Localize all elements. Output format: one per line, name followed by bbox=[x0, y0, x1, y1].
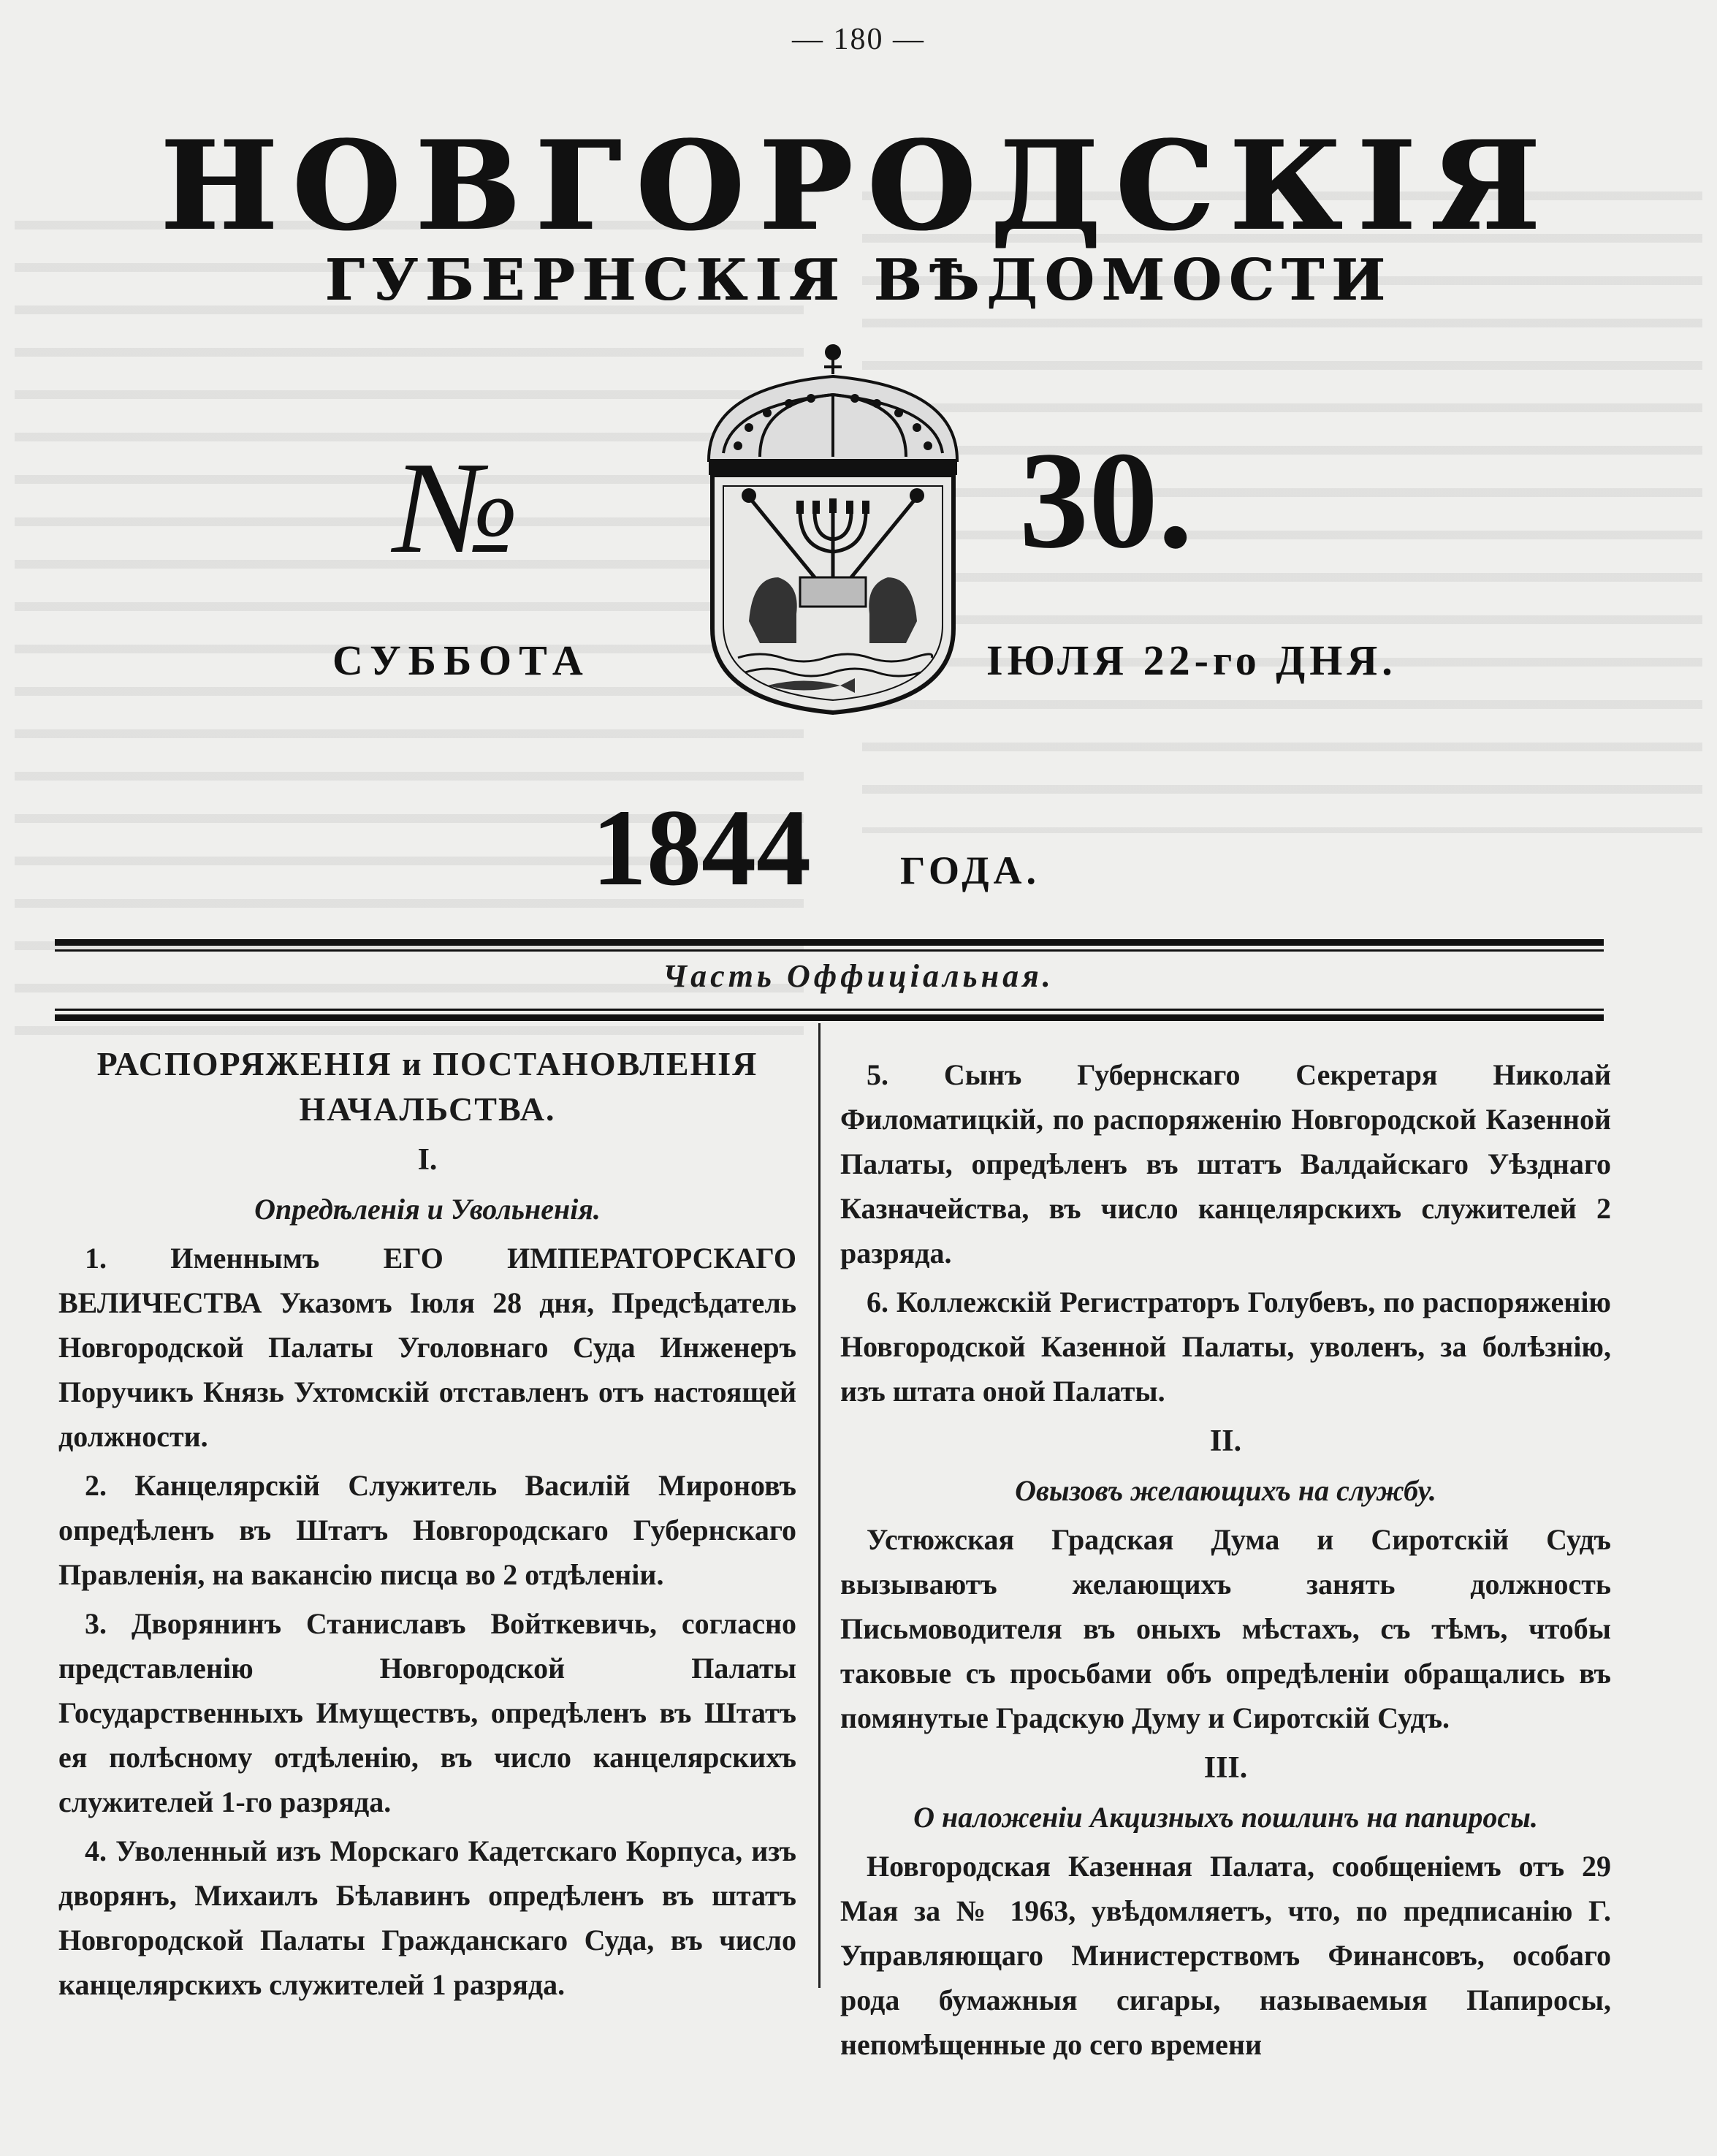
section-rule-thin bbox=[55, 1009, 1604, 1011]
weekday: СУББОТА bbox=[332, 637, 590, 684]
paragraph-6: 6. Коллежскій Регистраторъ Голубевъ, по распоряженію Новгородской Казенной Палаты, уволенъ, за болѣзнію, изъ штата оной Палаты. bbox=[840, 1286, 1611, 1408]
left-column bbox=[58, 1041, 796, 2011]
roman-numeral-2: II. bbox=[1209, 1424, 1242, 1458]
paragraph-5: 5. Сынъ Губернскаго Секретаря Николай Филоматицкій, по распоряженію Новгородской Казенной Палаты, опредѣленъ въ штатъ Валдайскаго Уѣзднаго Казначейства, въ число канцелярскихъ служителей 2 разряда. bbox=[840, 1058, 1611, 1269]
section-rule-thick bbox=[55, 1014, 1604, 1021]
paragraph-vacancy: Устюжская Градская Дума и Сиротскій Судъ вызываютъ желающихъ занять должность Письмоводителя въ оныхъ мѣстахъ, съ тѣмъ, чтобы таковые съ просьбами объ опредѣленіи обращались въ помянутые Градскую Думу и Сиротскій Судъ. bbox=[840, 1523, 1611, 1734]
section-label: Часть Оффиціальная. bbox=[663, 958, 1054, 994]
year-word: ГОДА. bbox=[900, 849, 1040, 892]
issue-number: 30. bbox=[1019, 424, 1193, 577]
issue-year: 1844 bbox=[592, 787, 811, 908]
paragraph-4: 4. Уволенный изъ Морскаго Кадетскаго Корпуса, изъ дворянъ, Михаилъ Бѣлавинъ опредѣленъ въ штатъ Новгородской Палаты Гражданскаго Суда, въ число канцелярскихъ служителей 1 разряда. bbox=[58, 1834, 796, 2001]
issue-date: ІЮЛЯ 22-го ДНЯ. bbox=[986, 637, 1397, 684]
paragraph-3: 3. Дворянинъ Станиславъ Войткевичь, согласно представленію Новгородской Палаты Государственныхъ Имуществъ, опредѣленъ въ Штатъ ея полѣсному отдѣленію, въ число канцелярскихъ служителей 1-го разряда. bbox=[58, 1607, 796, 1818]
top-rule-thin bbox=[55, 949, 1604, 952]
right-column bbox=[840, 1052, 1611, 2071]
newspaper-subtitle: ГУБЕРНСКІЯ ВѢДОМОСТИ bbox=[324, 247, 1393, 314]
column-divider bbox=[818, 1023, 821, 1988]
page-number: — 180 — bbox=[792, 23, 925, 56]
coat-of-arms-icon bbox=[679, 336, 986, 716]
paragraph-2: 2. Канцелярскій Служитель Василій Мироновъ опредѣленъ въ Штатъ Новгородскаго Губернскаго Правленія, на вакансію писца во 2 отдѣленіи. bbox=[58, 1469, 796, 1591]
paragraph-excise: Новгородская Казенная Палата, сообщеніемъ отъ 29 Мая за № 1963, увѣдомляетъ, что, по предписанію Г. Управляющаго Министерствомъ Финансовъ, особаго рода бумажныя сигары, называемыя Папиросы, непомѣщенные до сего времени bbox=[840, 1850, 1611, 2061]
subheading-appointments: Опредѣленія и Увольненія. bbox=[254, 1193, 601, 1226]
top-rule-thick bbox=[55, 939, 1604, 946]
roman-numeral-3: III. bbox=[1203, 1751, 1248, 1785]
subheading-excise: О наложеніи Акцизныхъ пошлинъ на папиросы. bbox=[913, 1801, 1538, 1834]
number-sign: № bbox=[395, 435, 519, 580]
paragraph-1: 1. Именнымъ ЕГО ИМПЕРАТОРСКАГО ВЕЛИЧЕСТВА Указомъ Іюля 28 дня, Предсѣдатель Новгородской Палаты Уголовнаго Суда Инженеръ Поручикъ Князь Ухтомскій отставленъ отъ настоящей должности. bbox=[58, 1242, 796, 1453]
newspaper-title: НОВГОРОДСКІЯ bbox=[161, 113, 1556, 258]
section-heading: РАСПОРЯЖЕНІЯ и ПОСТАНОВЛЕНІЯ НАЧАЛЬСТВА. bbox=[96, 1045, 758, 1128]
subheading-vacancy: Овызовъ желающихъ на службу. bbox=[1015, 1474, 1436, 1507]
roman-numeral-1: I. bbox=[417, 1143, 438, 1177]
